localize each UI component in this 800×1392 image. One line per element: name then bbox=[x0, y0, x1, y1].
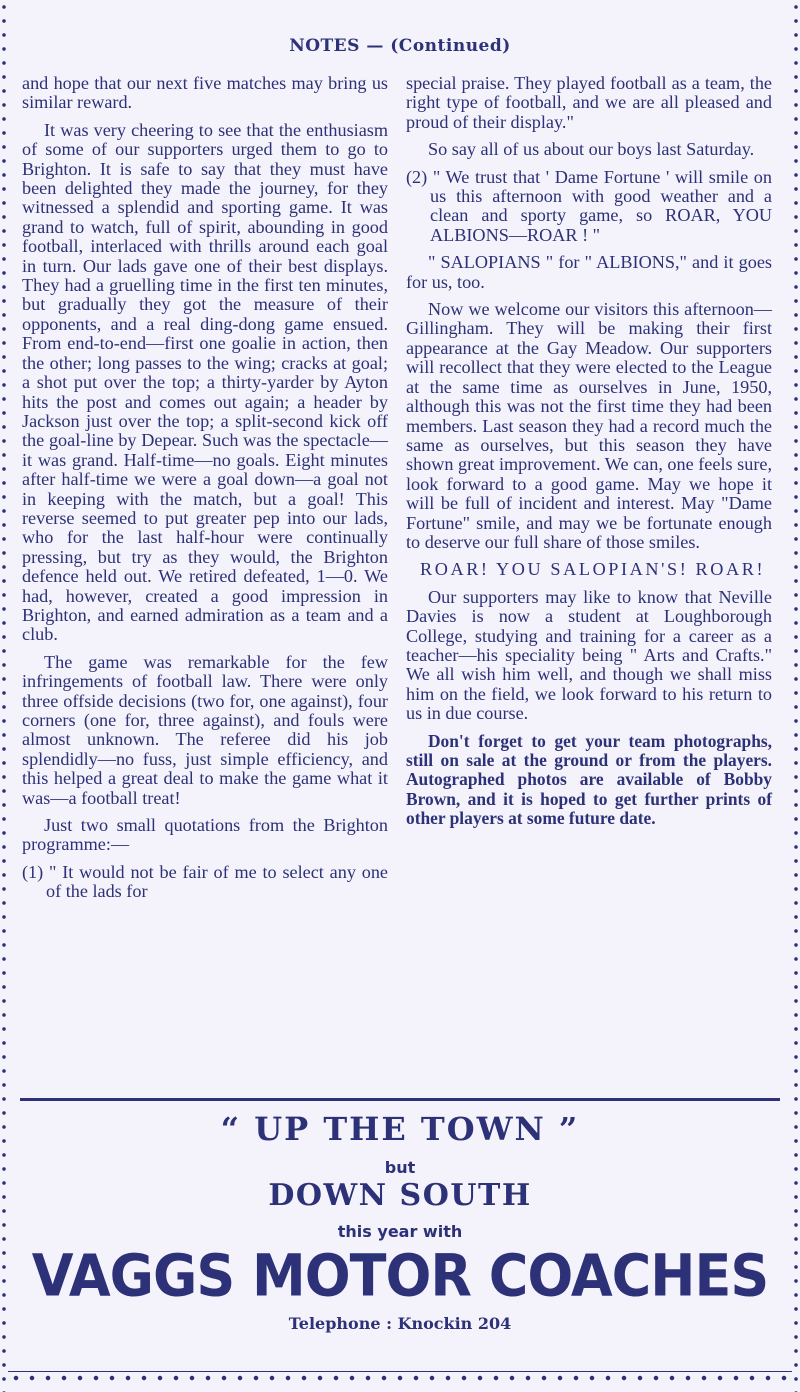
advert-telephone: Telephone : Knockin 204 bbox=[288, 1314, 512, 1333]
paragraph: (1) " It would not be fair of me to select any one of the lads for bbox=[22, 861, 388, 902]
advert-text: this year with bbox=[337, 1222, 463, 1241]
paragraph: It was very cheering to see that the enthusiasm of some of our supporters urged them to go to Brighton. It is safe to say that they must have been delighted they made the journey, for they witnessed a splendid and sporting game. It was grand to watch, full of spirit, abounding in good football, interlaced with thrills around each goal in turn. Our lads gave one of their best displays. They had a gruelling time in the first ten minutes, but gradually they got the measure of their opponents, and a real ding-dong game ensued. From end-to-end—first one goalie in action, then the other; long passes to the wing; cracks at goal; a shot put over the top; a thirty-yarder by Ayton hits the post and comes out again; a header by Jackson just over the top; a split-second kick off the goal-line by Depear. Such was the spectacle—it was grand. Half-time—no goals. Eight minutes after half-time we were a goal down—a goal not in keeping with the match, but a goal! This reverse seemed to put greater pep into our lads, who for the last half-hour were continually pressing, but try as they would, the Brighton defence held out. We retired defeated, 1—0. We had, however, created a good impression in Brighton, and earned admiration as a team and a club. bbox=[22, 119, 388, 645]
paragraph: So say all of us about our boys last Saturday. bbox=[428, 139, 755, 160]
paragraph: The game was remarkable for the few infringements of football law. There were only three offside decisions (two for, one against), four corners (one for, three against), and fouls were almost unknown. The referee did his job splendidly—no fuss, just simple efficiency, and this helped a great deal to make the game what it was—a football treat! bbox=[22, 651, 388, 808]
paragraph: (2) " We trust that ' Dame Fortune ' will smile on us this afternoon with good weather and a clean and sporty game, so ROAR, YOU ALBIONS—ROAR ! " bbox=[406, 166, 772, 245]
photo-notice: Don't forget to get your team photographs, still on sale at the ground or from the players. Autographed photos are available of Bobby Brown, and it is hoped to get further prints of other players at some future date. bbox=[406, 730, 772, 829]
divider bbox=[20, 1098, 780, 1101]
page-title: NOTES — (Continued) bbox=[289, 36, 511, 56]
bottom-dotted-border bbox=[8, 1371, 792, 1384]
paragraph: special praise. They played football as a team, the right type of football, and we are all pleased and proud of their display." bbox=[406, 73, 772, 132]
paragraph: Just two small quotations from the Brighton programme:— bbox=[22, 815, 388, 855]
paragraph: " SALOPIANS " for " ALBIONS," and it goes for us, too. bbox=[406, 252, 772, 292]
paragraph: ROAR! YOU SALOPIAN'S! ROAR! bbox=[420, 559, 766, 580]
right-column bbox=[406, 74, 772, 837]
paragraph: and hope that our next five matches may bring us similar reward. bbox=[22, 73, 388, 113]
advert-subheadline: DOWN SOUTH bbox=[268, 1178, 532, 1213]
advert-company-name: VAGGS MOTOR COACHES bbox=[31, 1241, 769, 1310]
paragraph: Now we welcome our visitors this afternoon—Gillingham. They will be making their first appearance at the Gay Meadow. Our supporters will recollect that they were elected to the League at the same time as ourselves in June, 1950, although this was not the first time they had been members. Last season they had a record much the same as ourselves, but this season they have shown great improvement. We can, one feels sure, look forward to a good game. May we hope it will be full of incident and interest. May "Dame Fortune" smile, and may we be fortunate enough to deserve our full share of those smiles. bbox=[406, 299, 772, 552]
left-column bbox=[22, 74, 388, 910]
advert-headline: “ UP THE TOWN ” bbox=[220, 1110, 580, 1148]
paragraph: Our supporters may like to know that Neville Davies is now a student at Loughborough College, studying and training for a career as a teacher—his speciality being " Arts and Crafts." We all wish him well, and though we shall miss him on the field, we look forward to his return to us in due course. bbox=[406, 586, 772, 724]
advert-text: but bbox=[384, 1158, 416, 1177]
